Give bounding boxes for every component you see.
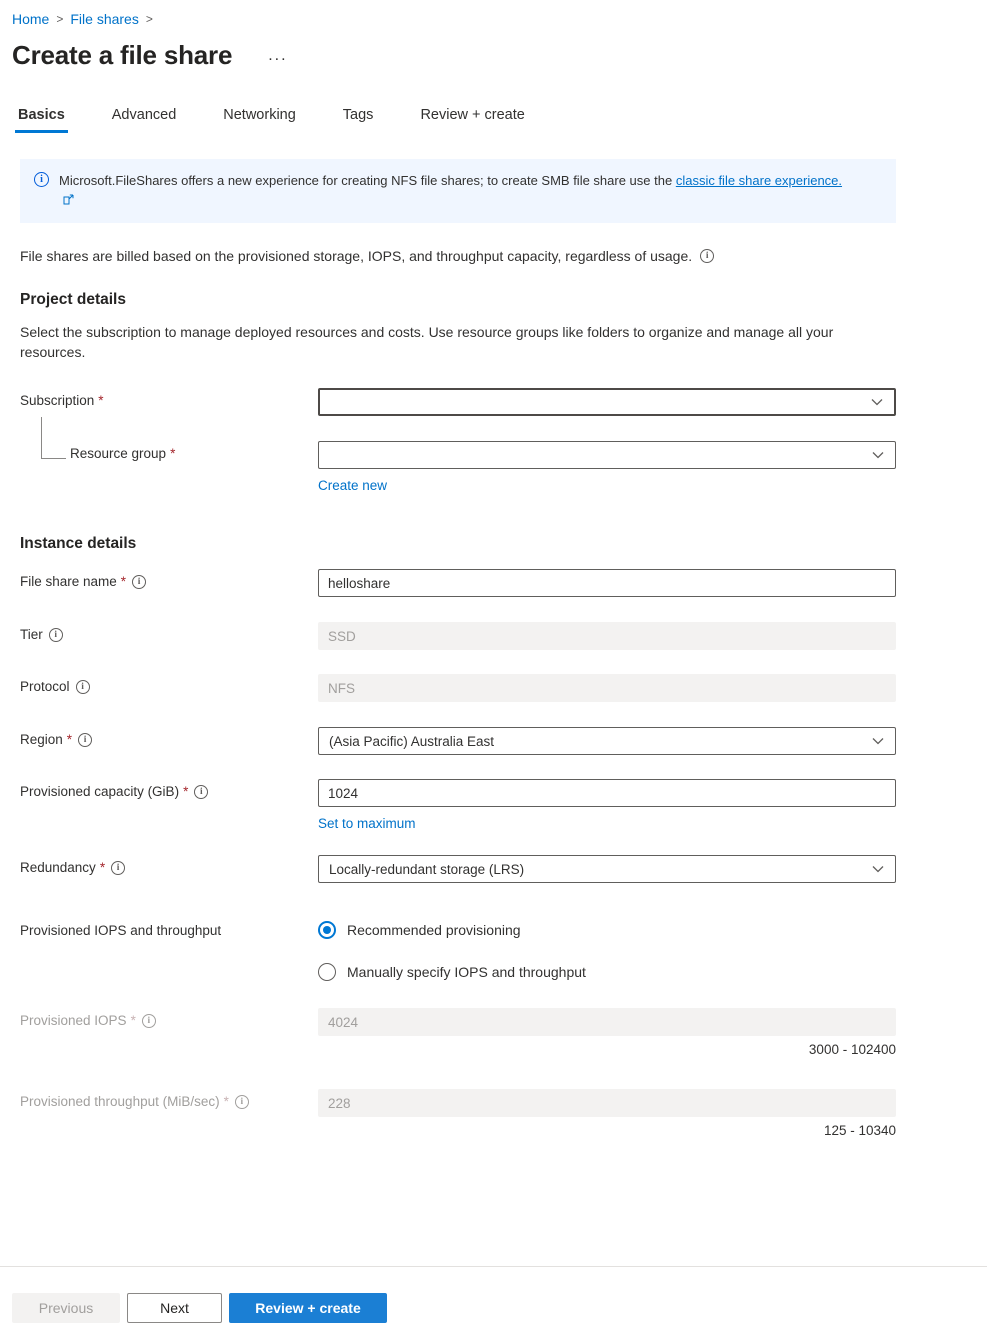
required-asterisk: * <box>183 784 189 799</box>
file-share-name-label-text: File share name <box>20 574 117 589</box>
project-details-description: Select the subscription to manage deployed resources and costs. Use resource groups like folders to organize and manage all your resources. <box>20 324 834 360</box>
redundancy-value: Locally-redundant storage (LRS) <box>329 861 525 877</box>
required-asterisk: * <box>66 732 73 747</box>
region-row <box>20 727 896 755</box>
provisioned-throughput-row <box>20 1089 896 1138</box>
info-icon[interactable]: i <box>78 733 92 747</box>
protocol-label <box>20 674 318 694</box>
required-asterisk: * <box>98 393 104 408</box>
external-link-icon <box>63 191 74 210</box>
chevron-down-icon <box>871 734 885 749</box>
resource-group-select[interactable] <box>318 441 896 469</box>
info-icon[interactable]: i <box>142 1014 156 1028</box>
redundancy-select[interactable] <box>318 855 896 883</box>
subscription-row <box>20 388 896 416</box>
breadcrumb <box>0 0 987 27</box>
provisioned-iops-row <box>20 1008 896 1057</box>
review-create-button[interactable]: Review + create <box>229 1293 387 1323</box>
classic-file-share-link[interactable]: classic file share experience. <box>675 173 843 188</box>
tab-review-create[interactable]: Review + create <box>420 107 525 123</box>
region-label-text: Region <box>20 732 63 747</box>
breadcrumb-separator: > <box>145 12 153 26</box>
provisioned-throughput-label <box>20 1089 318 1109</box>
redundancy-label-text: Redundancy <box>20 860 96 875</box>
info-icon[interactable]: i <box>194 785 208 799</box>
file-share-name-label <box>20 569 318 589</box>
breadcrumb-separator: > <box>56 12 64 26</box>
footer-bar <box>0 1266 987 1323</box>
info-icon: i <box>34 172 49 187</box>
more-options-button[interactable]: ... <box>268 46 288 64</box>
tab-tags[interactable]: Tags <box>342 107 374 123</box>
region-value: (Asia Pacific) Australia East <box>329 733 495 749</box>
provisioned-capacity-label-text: Provisioned capacity (GiB) <box>20 784 180 799</box>
indent-connector-line <box>41 417 66 459</box>
required-asterisk: * <box>99 860 106 875</box>
recommended-provisioning-radio[interactable] <box>318 921 896 939</box>
provisioned-throughput-label-text: Provisioned throughput (MiB/sec) <box>20 1094 220 1109</box>
iops-range-note: 3000 - 102400 <box>808 1042 896 1057</box>
manual-iops-label: Manually specify IOPS and throughput <box>347 964 586 980</box>
redundancy-label <box>20 855 318 875</box>
file-share-name-row <box>20 569 896 597</box>
info-icon[interactable]: i <box>49 628 63 642</box>
chevron-down-icon <box>871 862 885 877</box>
info-banner-message: Microsoft.FileShares offers a new experience for creating NFS file shares; to create SMB file share use the <box>59 173 676 188</box>
set-to-maximum-link[interactable]: Set to maximum <box>318 816 416 831</box>
create-new-link[interactable]: Create new <box>318 478 388 493</box>
protocol-label-text: Protocol <box>20 679 70 694</box>
breadcrumb-file-shares-link[interactable]: File shares <box>70 11 139 27</box>
provisioned-iops-input <box>318 1008 896 1036</box>
info-icon[interactable]: i <box>111 861 125 875</box>
info-banner <box>20 159 896 223</box>
tier-input <box>318 622 896 650</box>
provisioned-throughput-input <box>318 1089 896 1117</box>
tier-label-text: Tier <box>20 627 43 642</box>
required-asterisk: * <box>170 446 176 461</box>
info-icon[interactable]: i <box>700 249 714 263</box>
file-share-name-input[interactable] <box>318 569 896 597</box>
resource-group-row <box>20 441 896 493</box>
manual-iops-radio[interactable] <box>318 963 896 981</box>
subscription-select[interactable] <box>318 388 896 416</box>
provisioned-iops-label-text: Provisioned IOPS <box>20 1013 127 1028</box>
info-banner-text <box>59 171 849 210</box>
breadcrumb-home-link[interactable]: Home <box>12 11 50 27</box>
info-icon[interactable]: i <box>76 680 90 694</box>
required-asterisk: * <box>223 1094 229 1109</box>
iops-throughput-row <box>20 918 896 981</box>
tab-advanced[interactable]: Advanced <box>111 107 177 123</box>
provisioned-capacity-label <box>20 779 318 799</box>
region-select[interactable] <box>318 727 896 755</box>
next-button[interactable]: Next <box>127 1293 222 1323</box>
instance-details-heading: Instance details <box>20 535 137 552</box>
iops-throughput-label <box>20 918 318 938</box>
provisioned-iops-label <box>20 1008 318 1028</box>
info-icon[interactable]: i <box>235 1095 249 1109</box>
tab-bar <box>18 107 987 133</box>
provisioned-capacity-row <box>20 779 896 831</box>
region-label <box>20 727 318 747</box>
tab-networking[interactable]: Networking <box>223 107 296 123</box>
provisioned-capacity-input[interactable] <box>318 779 896 807</box>
protocol-row <box>20 674 896 702</box>
tier-row <box>20 622 896 650</box>
previous-button: Previous <box>12 1293 120 1323</box>
radio-selected-icon <box>318 921 336 939</box>
subscription-label-text: Subscription <box>20 393 95 408</box>
billing-note-text: File shares are billed based on the provisioned storage, IOPS, and throughput capacity, regardless of usage. <box>20 248 693 264</box>
project-details-heading: Project details <box>20 291 126 308</box>
resource-group-label-text: Resource group <box>70 446 167 461</box>
chevron-down-icon <box>871 448 885 463</box>
redundancy-row <box>20 855 896 883</box>
throughput-range-note: 125 - 10340 <box>823 1123 896 1138</box>
iops-throughput-label-text: Provisioned IOPS and throughput <box>20 923 222 938</box>
tier-label <box>20 622 318 642</box>
required-asterisk: * <box>130 1013 136 1028</box>
required-asterisk: * <box>120 574 127 589</box>
chevron-down-icon <box>870 395 884 410</box>
page-title: Create a file share <box>12 40 233 70</box>
recommended-provisioning-label: Recommended provisioning <box>347 922 521 938</box>
subscription-label <box>20 388 318 408</box>
info-icon[interactable]: i <box>132 575 146 589</box>
tab-basics[interactable]: Basics <box>18 107 65 133</box>
protocol-input <box>318 674 896 702</box>
radio-unselected-icon <box>318 963 336 981</box>
